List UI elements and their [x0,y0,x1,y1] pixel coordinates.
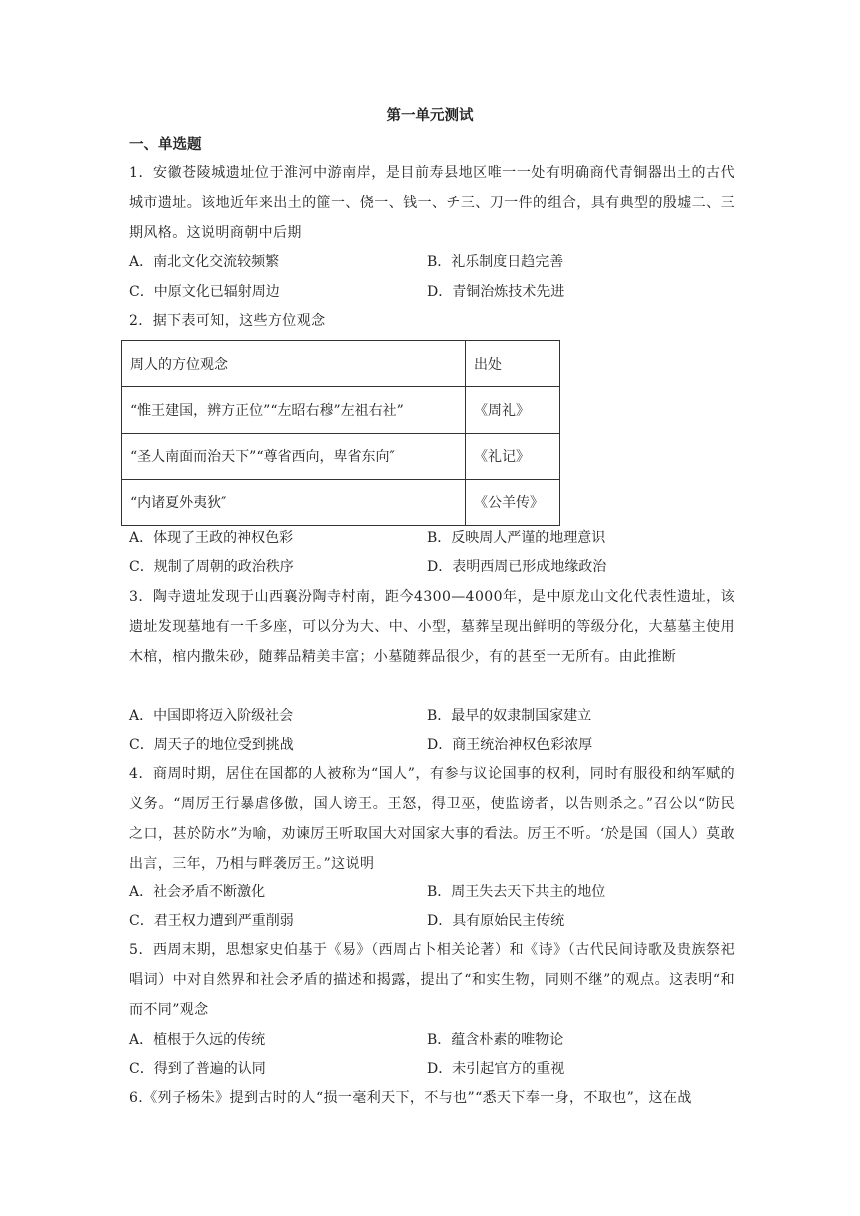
option-c[interactable]: C．君王权力遭到严重削弱 [129,913,294,929]
section-heading: 一、单选题 [129,137,202,153]
question-1-text: 1．安徽苍陵城遗址位于淮河中游南岸，是目前寿县地区唯一一处有明确商代青铜器出土的古代城市遗址。该地近年来出土的篚一、侥一、钱一、チ三、刀一件的组合，具有典型的殷墟二、三期风格。这说明商朝中后期 [129,165,735,241]
option-b[interactable]: B．蕴含朴素的唯物论 [427,1032,564,1048]
table-row [122,387,560,433]
question-6-text: 6.《列子杨朱》提到古时的人“损一毫利天下，不与也”“悉天下奉一身，不取也”，这在战 [129,1090,692,1106]
option-c[interactable]: C．中原文化已辐射周边 [129,284,280,300]
option-b[interactable]: B．周王失去天下共主的地位 [427,884,606,900]
table-header-cell: 周人的方位观念 [122,341,466,387]
table-cell: 《公羊传》 [466,479,560,525]
table-cell: 《礼记》 [466,433,560,479]
option-d[interactable]: D．青铜治炼技术先进 [427,284,565,300]
option-a[interactable]: A．中国即将迈入阶级社会 [129,708,294,724]
option-d[interactable]: D．未引起官方的重视 [427,1061,565,1077]
question-5-text: 5．西周末期，思想家史伯基于《易》（西周占卜相关论著）和《诗》（古代民间诗歌及贵族祭祀唱词）中对自然界和社会矛盾的描述和揭露，提出了“和实生物，同则不继”的观点。这表明“和而不同”观念 [129,942,735,1018]
page-title: 第一单元测试 [386,108,474,124]
table-cell: “内诸夏外夷狄″ [122,479,466,525]
option-a[interactable]: A．体现了王政的神权色彩 [129,530,294,546]
option-d[interactable]: D．商王统治神权色彩浓厚 [427,737,593,753]
option-b[interactable]: B．反映周人严谨的地理意识 [427,530,606,546]
source-table [121,340,560,526]
option-b[interactable]: B．礼乐制度日趋完善 [427,254,564,270]
option-a[interactable]: A．南北文化交流较频繁 [129,254,280,270]
question-2-text: 2．据下表可知，这些方位观念 [129,313,326,329]
table-header-row [122,341,560,387]
option-a[interactable]: A．社会矛盾不断激化 [129,884,266,900]
option-c[interactable]: C．周天子的地位受到挑战 [129,737,294,753]
option-b[interactable]: B．最早的奴隶制国家建立 [427,708,592,724]
option-c[interactable]: C．规制了周朝的政治秩序 [129,559,294,575]
table-cell: 《周礼》 [466,387,560,433]
question-4-text: 4．商周时期，居住在国都的人被称为“国人”，有参与议论国事的权利，同时有服役和纳军赋的义务。“周厉王行暴虐侈傲，国人谤王。王怒，得卫巫，使监谤者，以告则杀之。”召公以“防民之口，甚於防水”为喻，劝谏厉王听取国大对国家大事的看法。厉王不听。‘於是国（国人）莫敢出言，三年，乃相与畔袭厉王。”这说明 [129,766,735,872]
table-cell: “惟王建国，辨方正位”“左昭右穆”左祖右社” [122,387,466,433]
option-c[interactable]: C．得到了普遍的认同 [129,1061,266,1077]
option-a[interactable]: A．植根于久远的传统 [129,1032,266,1048]
option-d[interactable]: D．表明西周已形成地缘政治 [427,559,607,575]
table-cell: “圣人南面而治天下”“尊省西向，卑省东向″ [122,433,466,479]
table-row [122,433,560,479]
question-3-text: 3．陶寺遗址发现于山西襄汾陶寺村南，距今4300—4000年，是中原龙山文化代表性遗址，该遗址发现墓地有一千多座，可以分为大、中、小型，墓葬呈现出鲜明的等级分化，大墓墓主使用木棺，棺内撒朱砂，随葬品精美丰富；小墓随葬品很少，有的甚至一无所有。由此推断 [129,589,735,665]
table-row [122,479,560,525]
option-d[interactable]: D．具有原始民主传统 [427,913,565,929]
table-header-cell: 出处 [466,341,560,387]
